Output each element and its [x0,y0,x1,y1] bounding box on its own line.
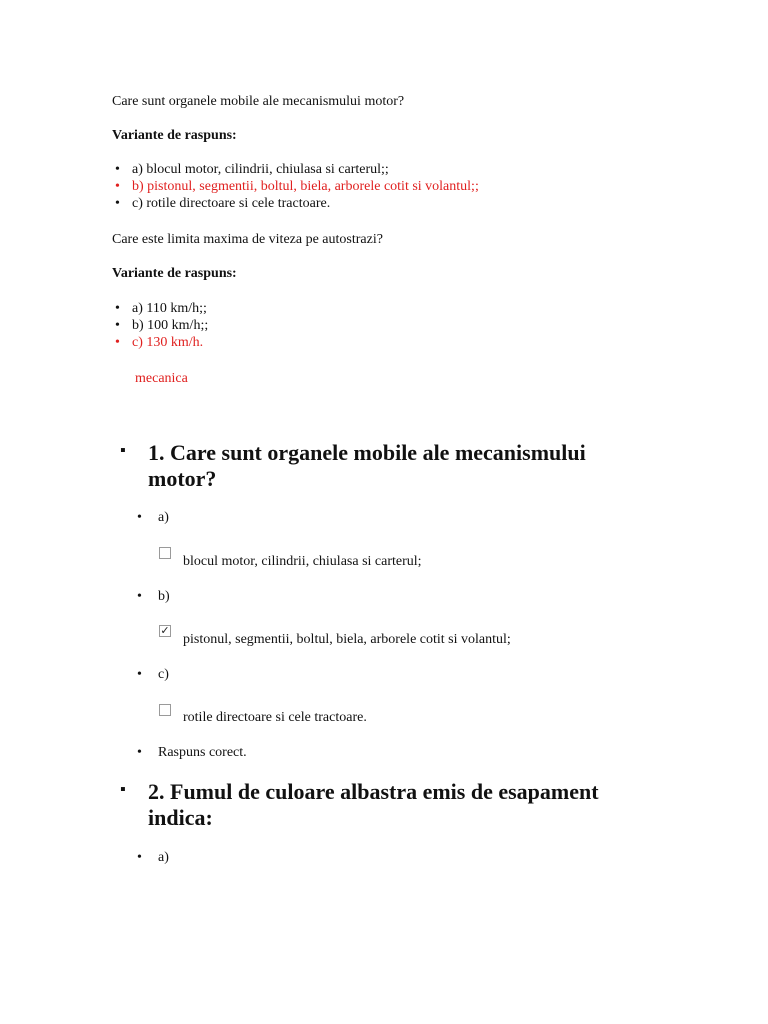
bullet-icon: • [137,850,142,865]
option-b-label: • b) [137,589,170,604]
bullet-icon: • [115,318,120,333]
bullet-icon: • [137,589,142,604]
category-link-mecanica[interactable]: mecanica [135,371,188,386]
result-text: • Raspuns corect. [137,745,247,760]
option-a-label: • a) [137,850,169,865]
bullet-icon: • [137,745,142,760]
intro-answers-2 [112,300,208,351]
option-a-checkbox[interactable] [159,547,171,559]
intro-answers-1 [112,161,479,212]
bullet-icon: • [137,510,142,525]
option-b-text: pistonul, segmentii, boltul, biela, arborele cotit si volantul; [183,632,511,647]
bullet-icon: • [115,196,120,211]
quiz-question-1-title: ▪ 1. Care sunt organele mobile ale mecanismului motor? [120,440,586,491]
intro-question-2: Care este limita maxima de viteza pe autostrazi? [112,232,383,247]
square-bullet-icon: ▪ [120,781,126,798]
answer-a: • a) 110 km/h;; [115,301,207,316]
option-a-label: • a) [137,510,169,525]
quiz-question-2-title: ▪ 2. Fumul de culoare albastra emis de esapament indica: [120,779,599,830]
option-c-checkbox[interactable] [159,704,171,716]
option-c-label: • c) [137,667,169,682]
check-icon: ✓ [160,625,170,637]
answer-a: • a) blocul motor, cilindrii, chiulasa si carterul;; [115,162,389,177]
answer-b-correct: • b) pistonul, segmentii, boltul, biela, arborele cotit si volantul;; [115,179,479,194]
intro-question-1: Care sunt organele mobile ale mecanismului motor? [112,94,405,109]
bullet-icon: • [115,301,120,316]
answer-b: • b) 100 km/h;; [115,318,209,333]
bullet-icon: • [115,179,120,194]
bullet-icon: • [115,162,120,177]
option-c-text: rotile directoare si cele tractoare. [183,710,367,725]
bullet-icon: • [137,667,142,682]
variants-label-2: Variante de raspuns: [112,266,237,281]
answer-c: • c) rotile directoare si cele tractoare. [115,196,331,211]
answer-c-correct: • c) 130 km/h. [115,335,204,350]
variants-label-1: Variante de raspuns: [112,128,237,143]
square-bullet-icon: ▪ [120,442,126,459]
bullet-icon: • [115,335,120,350]
option-b-checkbox[interactable] [159,625,171,637]
option-a-text: blocul motor, cilindrii, chiulasa si carterul; [183,554,422,569]
